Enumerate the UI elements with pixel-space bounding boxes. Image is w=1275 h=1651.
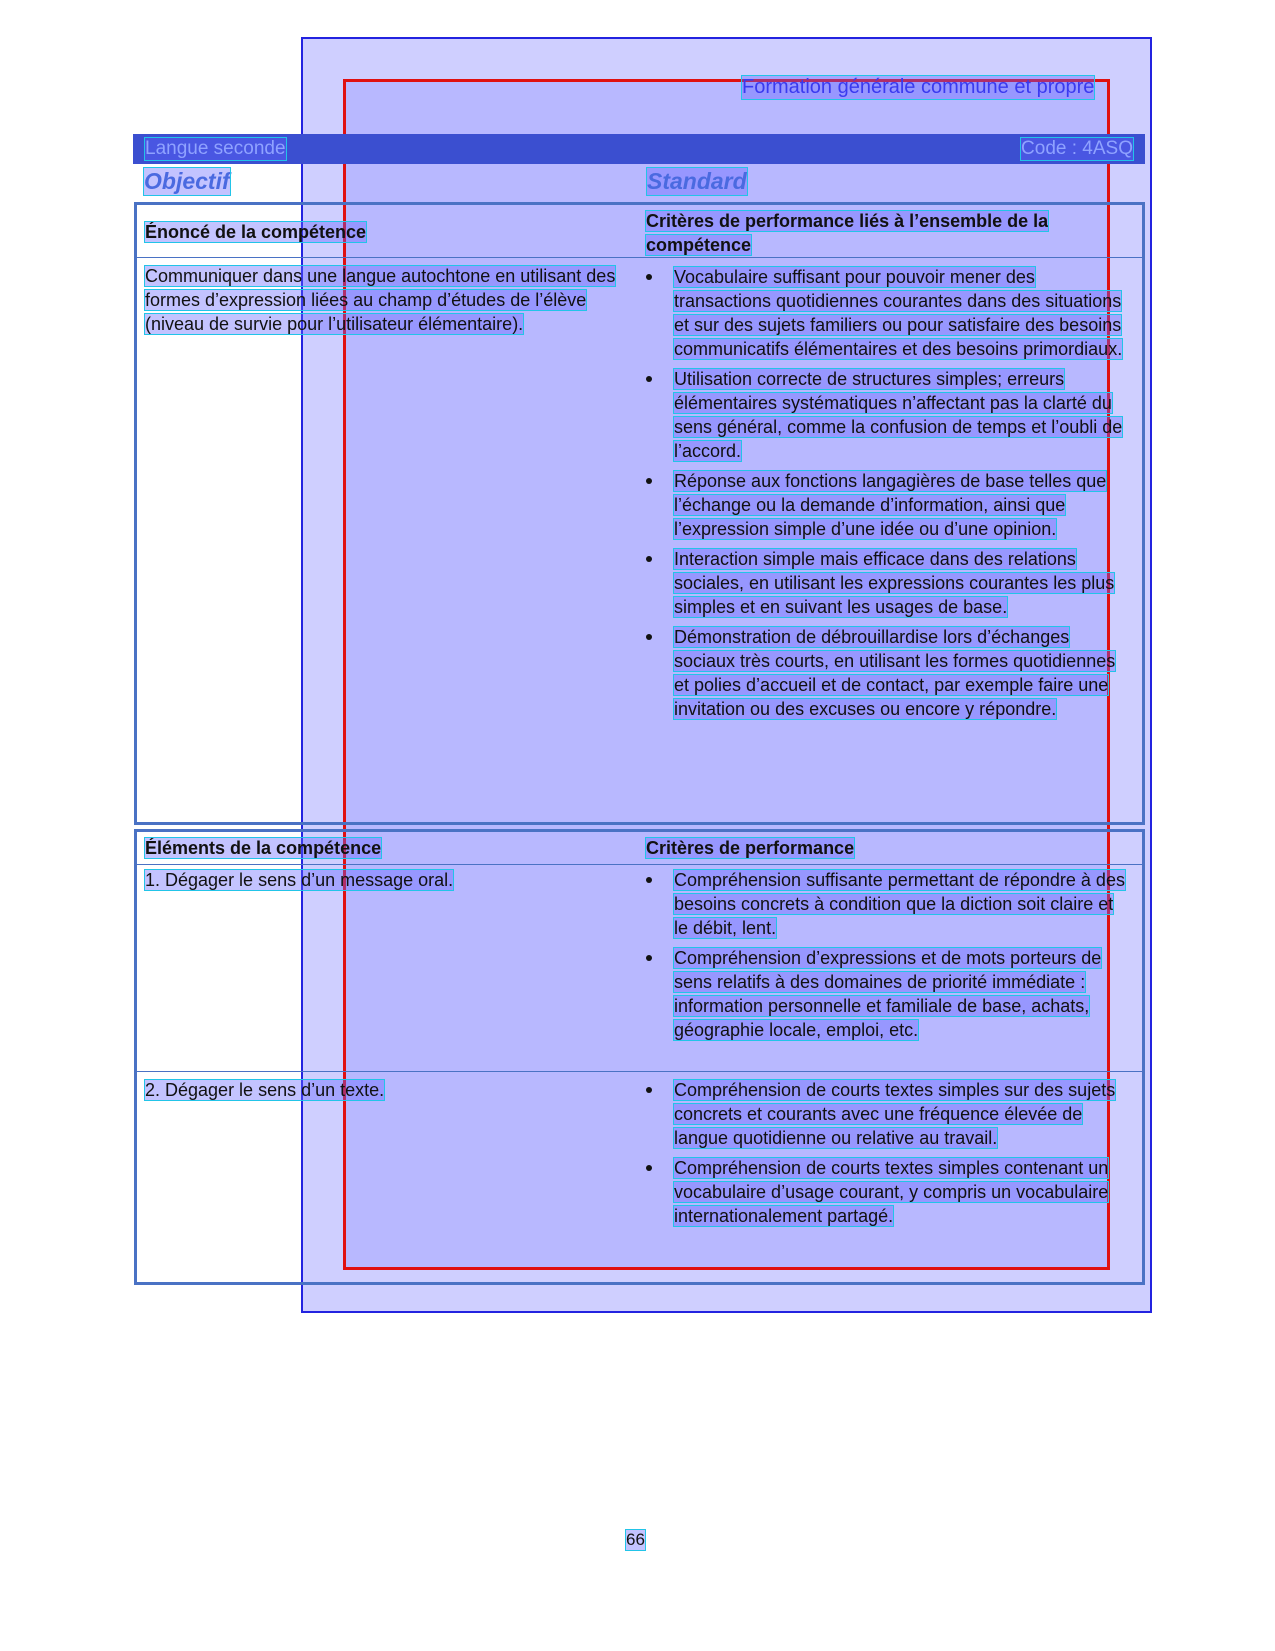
bullet-icon — [646, 271, 666, 283]
bullet-icon — [646, 553, 666, 565]
bullet-icon — [646, 475, 666, 487]
competence-statement: Communiquer dans une langue autochtone en utilisant des formes d’expression liées au champ d’études de l’élève (niveau de survie pour l’utilisateur élémentaire). — [145, 266, 616, 334]
course-bar — [133, 134, 1145, 164]
objective-heading: Objectif — [144, 168, 230, 194]
bullet-icon — [646, 1162, 666, 1174]
list-item: Réponse aux fonctions langagières de base telles que l’échange ou la demande d’information, ainsi que l’expression simple d’une idée ou d’une opinion. — [646, 469, 1126, 541]
divider — [137, 257, 1142, 258]
divider — [137, 1071, 1142, 1072]
list-item: Compréhension de courts textes simples sur des sujets concrets et courants avec une fréquence élevée de langue quotidienne ou relative au travail. — [646, 1078, 1126, 1150]
bullet-icon — [646, 373, 666, 385]
list-item: Démonstration de débrouillardise lors d’échanges sociaux très courts, en utilisant les formes quotidiennes et polies d’accueil et de contact, par exemple faire une invitation ou des excuses ou encore y répondre. — [646, 625, 1126, 721]
course-code: Code : 4ASQ — [1021, 138, 1133, 159]
list-item: Vocabulaire suffisant pour pouvoir mener des transactions quotidiennes courantes dans des situations et sur des sujets familiers ou pour satisfaire des besoins communicatifs élémentaires et des besoins primordiaux. — [646, 265, 1126, 361]
standard-heading: Standard — [647, 168, 747, 194]
bullet-icon — [646, 1084, 666, 1096]
list-item: Interaction simple mais efficace dans des relations sociales, en utilisant les expressions courantes les plus simples et en suivant les usages de base. — [646, 547, 1126, 619]
running-header: Formation générale commune et propre — [742, 76, 1095, 98]
element-2-label: 2. Dégager le sens d’un texte. — [145, 1080, 385, 1100]
competence-criteria-header: Critères de performance liés à l’ensemble de la compétence — [646, 211, 1049, 255]
bullet-icon — [646, 874, 666, 886]
competence-criteria-list — [646, 265, 1126, 721]
page-number: 66 — [626, 1530, 645, 1549]
competence-table — [134, 202, 1145, 825]
elements-criteria-header: Critères de performance — [646, 838, 855, 858]
list-item: Compréhension de courts textes simples contenant un vocabulaire d’usage courant, y compris un vocabulaire internationalement partagé. — [646, 1156, 1126, 1228]
elements-header: Éléments de la compétence — [145, 838, 382, 858]
bullet-icon — [646, 952, 666, 964]
element-1-label: 1. Dégager le sens d’un message oral. — [145, 870, 454, 890]
competence-statement-header: Énoncé de la compétence — [145, 222, 367, 242]
list-item: Compréhension d’expressions et de mots porteurs de sens relatifs à des domaines de priorité immédiate : information personnelle et familiale de base, achats, géographie locale, emploi, etc. — [646, 946, 1126, 1042]
list-item: Compréhension suffisante permettant de répondre à des besoins concrets à condition que la diction soit claire et le débit, lent. — [646, 868, 1126, 940]
bullet-icon — [646, 631, 666, 643]
element-2-criteria-list — [646, 1078, 1126, 1228]
list-item: Utilisation correcte de structures simples; erreurs élémentaires systématiques n’affectant pas la clarté du sens général, comme la confusion de temps et l’oubli de l’accord. — [646, 367, 1126, 463]
course-title: Langue seconde — [145, 138, 286, 159]
element-1-criteria-list — [646, 868, 1126, 1042]
elements-table — [134, 829, 1145, 1285]
divider — [137, 864, 1142, 865]
